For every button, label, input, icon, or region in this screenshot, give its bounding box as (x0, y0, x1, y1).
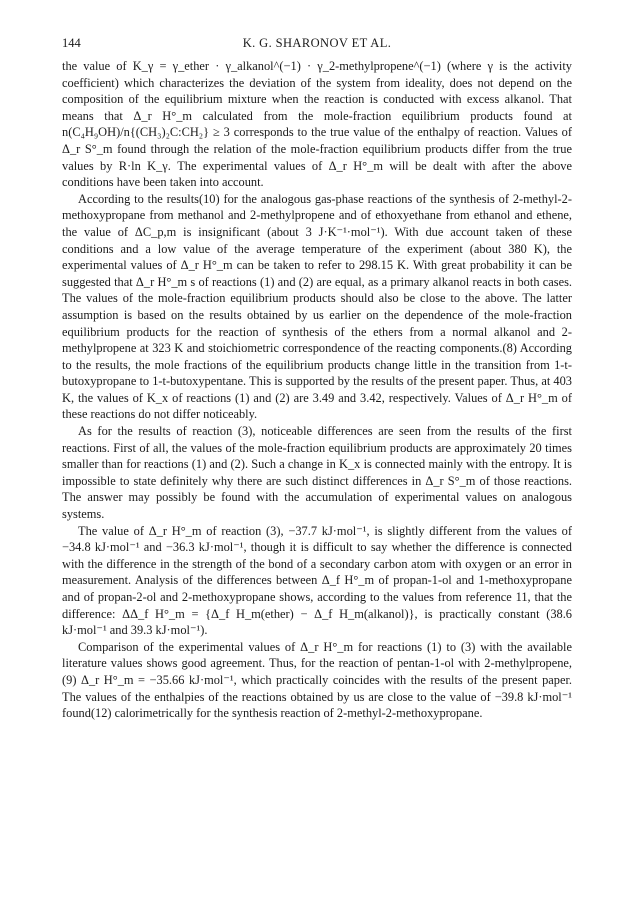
page-number: 144 (62, 36, 81, 50)
paragraph-2: According to the results(10) for the analogous gas-phase reactions of the synthesis of 2-methyl-2-methoxypropane from methanol and 2-methylpropene and of ethoxyethane from ethanol and ethene, the value of ΔC_p,m is insignificant (about 3 J·K⁻¹·mol⁻¹). With due account taken of these conditions and a low value of the average temperature of the experiment (about 380 K), the experimental values of Δ_r H°_m can be taken to refer to 298.15 K. With great probability it can be suggested that Δ_r H°_m s of reactions (1) and (2) are equal, as a primary alkanol reacts in both cases. The values of the mole-fraction equilibrium products should also be close to the above. The latter assumption is based on the results obtained by us earlier on the dependence of the mole-fraction equilibrium products for the reaction of synthesis of the ethers from a normal alkanol and 2-methylpropene at 323 K and stoichiometric correspondence of the reacting components.(8) According to the results, the mole fractions of the equilibrium products change little in the transition from 1-t-butoxypropane to 1-t-butoxypentane. This is supported by the results of the present paper. Thus, at 403 K, the values of K_x of reactions (1) and (2) are 3.49 and 3.42, respectively. Values of Δ_r H°_m of these reactions do not differ noticeably. (62, 191, 572, 422)
running-head: K. G. SHARONOV ET AL. (242, 36, 392, 50)
paragraph-5: Comparison of the experimental values of Δ_r H°_m for reactions (1) to (3) with the available literature values shows good agreement. Thus, for the reaction of pentan-1-ol with 2-methylpropene,(9) Δ_r H°_m = −35.66 kJ·mol⁻¹, which practically coincides with the results of the present paper. The values of the enthalpies of the reactions obtained by us are close to the value of −39.8 kJ·mol⁻¹ found(12) calorimetrically for the synthesis reaction of 2-methyl-2-methoxypropane. (62, 639, 572, 721)
body-text (62, 58, 572, 722)
paragraph-4: The value of Δ_r H°_m of reaction (3), −37.7 kJ·mol⁻¹, is slightly different from the values of −34.8 kJ·mol⁻¹ and −36.3 kJ·mol⁻¹, though it is difficult to say whether the difference is connected with the difference in the strength of the bond of a secondary carbon atom with oxygen or an error in measurement. Analysis of the differences between Δ_f H°_m of propan-1-ol and 1-methoxypropane and of propan-2-ol and 2-methoxypropane shows, according to the values from reference 11, that the difference: ΔΔ_f H°_m = {Δ_f H_m(ether) − Δ_f H_m(alkanol)}, is practically constant (38.6 kJ·mol⁻¹ and 39.3 kJ·mol⁻¹). (62, 523, 572, 638)
paragraph-1: the value of K_γ = γ_ether · γ_alkanol^(−1) · γ_2-methylpropene^(−1) (where γ is the activity coefficient) which characterizes the deviation of the system from ideality, does not depend on the composition of the equilibrium mixture when the reaction is conducted with excess alkanol. That means that Δ_r H°_m calculated from the mole-fraction equilibrium products found at n(C₄H₉OH)/n{(CH₃)₂C:CH₂} ≥ 3 corresponds to the true value of the enthalpy of reaction. Values of Δ_r S°_m found through the relation of the mole-fraction equilibrium products differ from the true values by R·ln K_γ. The experimental values of Δ_r H°_m will be dealt with after the above conditions have been taken into account. (62, 59, 572, 190)
page-header (62, 36, 572, 52)
paragraph-3: As for the results of reaction (3), noticeable differences are seen from the results of the first reactions. First of all, the values of the mole-fraction equilibrium products are approximately 20 times smaller than for reactions (1) and (2). Such a change in K_x is connected mainly with the entropy. It is impossible to state definitely why there are such distinct differences in Δ_r S°_m of those reactions. The answer may possibly be found with the accumulation of experimental values on analogous systems. (62, 424, 572, 522)
